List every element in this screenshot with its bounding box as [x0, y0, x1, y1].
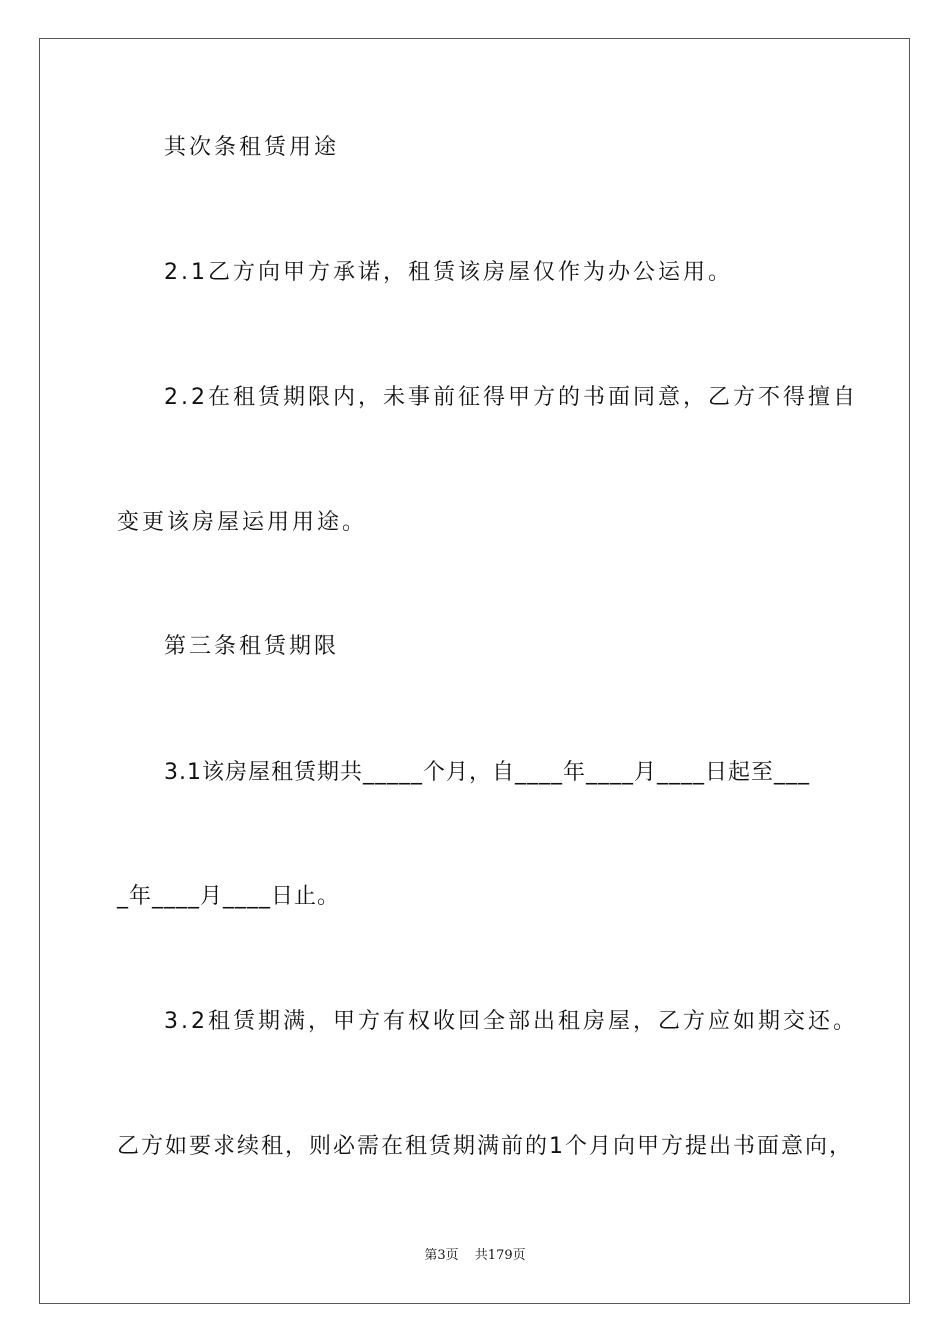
section-heading-3: 第三条租赁期限: [164, 634, 340, 659]
page-number: 第3页: [424, 1248, 459, 1263]
clause-2-2-line-1: 2.2在租赁期限内，未事前征得甲方的书面同意，乙方不得擅自: [164, 385, 858, 410]
clause-3-2-line-2: 乙方如要求续租，则必需在租赁期满前的1个月向甲方提出书面意向，: [117, 1134, 853, 1159]
clause-2-2-line-2: 变更该房屋运用用途。: [117, 510, 368, 535]
clause-2-1: 2.1乙方向甲方承诺，租赁该房屋仅作为办公运用。: [164, 260, 733, 285]
clause-3-2-line-1: 3.2租赁期满，甲方有权收回全部出租房屋，乙方应如期交还。: [164, 1009, 858, 1034]
section-heading-2: 其次条租赁用途: [164, 135, 340, 160]
page-footer: [0, 1247, 950, 1265]
clause-3-1-line-2: _年____月____日止。: [117, 884, 341, 909]
clause-3-1-line-1: 3.1该房屋租赁期共_____个月，自____年____月____日起至___: [164, 760, 810, 785]
page-border: [39, 38, 910, 1304]
page-total: 共179页: [474, 1248, 526, 1263]
